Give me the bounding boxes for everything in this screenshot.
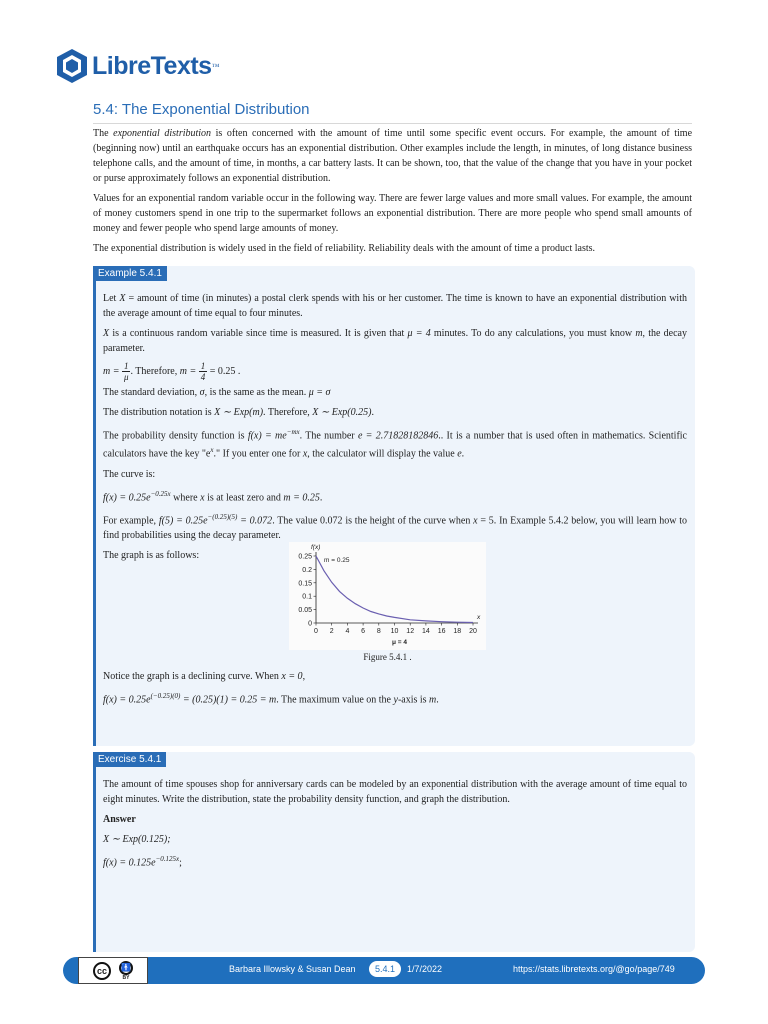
- text: .: [436, 694, 439, 706]
- x-tick-label: 10: [390, 628, 399, 635]
- logo-trademark: ™: [211, 61, 220, 71]
- math: X: [119, 293, 126, 304]
- math-exponent: x: [210, 446, 214, 455]
- exercise-label: Exercise 5.4.1: [93, 752, 166, 767]
- example-line: [103, 425, 687, 462]
- y-tick-label: 0.05: [298, 607, 312, 615]
- x-tick-label: 12: [406, 628, 415, 635]
- math: X: [103, 328, 110, 339]
- text: is a continuous random variable since time is measured. It is given that: [109, 328, 408, 339]
- by-icon: [119, 961, 133, 981]
- math: σ: [199, 387, 205, 398]
- y-tick-label: 0.1: [302, 593, 312, 601]
- example-label: Example 5.4.1: [93, 266, 167, 281]
- text: is often concerned with the amount of time until some specific event occurs. For example, the amount of time (beginning now) until an earthquake occurs has an exponential distribution. Other examples include the length, in minutes, of long distance business telephone calls, and the amount of time, in months, a car battery lasts. It can be shown, too, that the value of the change that you have in your pocket or purse approximately follows an exponential distribution.: [93, 128, 693, 184]
- page-footer: [63, 957, 705, 984]
- math: = 0.072: [237, 515, 273, 527]
- text: For example,: [103, 515, 159, 527]
- math: x: [200, 491, 205, 503]
- math: f(x) = 0.25e: [103, 491, 151, 503]
- math: m: [635, 328, 643, 339]
- by-label: BY: [122, 974, 130, 981]
- math: y: [393, 694, 398, 706]
- text: , the calculator will display the value: [307, 448, 458, 460]
- text: . Therefore,: [130, 365, 180, 377]
- math: = (0.25)(1) = 0.25 = m: [180, 694, 277, 706]
- text: ." If you enter one for: [213, 448, 303, 460]
- text: Let: [103, 293, 120, 304]
- math-exponent: −(0.25)(5): [207, 512, 238, 521]
- figure-caption: Figure 5.4.1 .: [363, 652, 412, 662]
- text: The distribution notation is: [103, 407, 215, 418]
- exponential-chart: [289, 542, 486, 650]
- math: μ = σ: [308, 387, 331, 398]
- text: , the decay parameter.: [103, 328, 687, 354]
- exercise-body: [103, 777, 687, 875]
- person-icon: 🚹: [119, 961, 133, 975]
- math: x: [473, 515, 478, 527]
- series-line: [316, 556, 473, 623]
- text: = 5. In Example 5.4.2 below, you will learn how to find probabilities using the decay parameter.: [103, 515, 688, 542]
- text: is at least zero and: [204, 491, 284, 503]
- math: x: [302, 448, 308, 460]
- text: , is the same as the mean.: [204, 387, 309, 398]
- example-line: [103, 385, 687, 400]
- math: f(x) = 0.125e: [103, 857, 156, 869]
- text: The standard deviation,: [103, 387, 200, 398]
- y-tick-label: 0: [308, 620, 312, 628]
- math: X ∼ Exp(0.25): [312, 407, 372, 418]
- example-line: [103, 510, 687, 543]
- text: . The number: [299, 430, 358, 442]
- intro-paragraph-1: [93, 126, 692, 186]
- example-line: [103, 291, 687, 321]
- footer-url[interactable]: https://stats.libretexts.org/@go/page/749: [513, 964, 675, 974]
- text: ,: [302, 671, 306, 682]
- below-axis-label: μ = 4: [392, 639, 407, 646]
- x-tick-label: 20: [469, 628, 477, 635]
- term-emphasis: exponential distribution: [113, 128, 212, 139]
- math: m = 0.25: [283, 491, 320, 503]
- exercise-paragraph: The amount of time spouses shop for anniversary cards can be modeled by an exponential distribution with the average amount of time equal to eight minutes. Write the distribution, state the probability density function, and graph the distribution.: [103, 779, 687, 805]
- numerator: 1: [200, 361, 206, 371]
- text: .. It is a number that is used often in mathematics. Scientific calculators have the key "e: [103, 430, 687, 460]
- page-number-badge: 5.4.1: [369, 961, 401, 977]
- chart-svg: [289, 542, 486, 650]
- math: m: [429, 694, 437, 706]
- intro-paragraph-3: The exponential distribution is widely used in the field of reliability. Reliability deals with the amount of time a product lasts.: [93, 243, 596, 254]
- example-line: [103, 405, 687, 420]
- x-tick-label: 2: [329, 628, 334, 635]
- text: where: [170, 491, 201, 503]
- example-line: The graph is as follows:: [103, 550, 200, 562]
- math: f(5) = 0.25e: [158, 515, 208, 527]
- math: f(x) = me: [247, 430, 287, 442]
- text: ;: [179, 857, 182, 869]
- intro-paragraph-2: Values for an exponential random variable occur in the following way. There are fewer large values and more small values. For example, the amount of money customers spend in one trip to the supermarket follows an exponential distribution. There are more people who spend small amounts of money and fewer people who spend large amounts of money.: [93, 193, 692, 234]
- cc-license-badge[interactable]: [78, 957, 148, 984]
- x-tick-label: 4: [345, 628, 350, 635]
- text: The probability density function is: [103, 430, 248, 442]
- example-line: [103, 689, 687, 707]
- answer-label[interactable]: Answer: [103, 814, 136, 825]
- cc-icon: cc: [93, 962, 111, 980]
- text: = amount of time (in minutes) a postal clerk spends with his or her customer. The time is known to have an exponential distribution with the average amount of time equal to four minutes.: [103, 293, 687, 319]
- x-tick-label: 8: [376, 628, 381, 635]
- x-axis-label: x: [477, 614, 481, 621]
- text: Notice the graph is a declining curve. When: [103, 671, 282, 682]
- footer-authors: Barbara Illowsky & Susan Dean: [229, 964, 356, 974]
- text: . The value 0.072 is the height of the curve when: [272, 515, 474, 527]
- fraction: [199, 361, 208, 382]
- answer-line: X ∼ Exp(0.125);: [103, 834, 171, 845]
- math: m =: [179, 365, 197, 377]
- y-tick-label: 0.25: [298, 553, 312, 561]
- text: The: [93, 128, 114, 139]
- intro-text: [93, 126, 692, 261]
- x-tick-label: 6: [361, 628, 366, 635]
- example-line: [103, 669, 687, 684]
- text: -axis is: [397, 694, 430, 706]
- example-body-continued: [103, 669, 687, 712]
- text: . The maximum value on the: [276, 694, 394, 706]
- y-tick-label: 0.2: [302, 566, 312, 574]
- math: m =: [103, 365, 120, 377]
- x-tick-label: 16: [437, 628, 446, 635]
- math: f(x) = 0.25e: [103, 694, 151, 706]
- math-exponent: −0.25x: [150, 489, 171, 498]
- math: e: [457, 448, 462, 460]
- page-title: 5.4: The Exponential Distribution: [93, 101, 310, 118]
- example-line: [103, 487, 687, 505]
- logo-text: LibreTexts: [92, 51, 212, 80]
- example-line: [103, 326, 687, 356]
- math-exponent: −mx: [286, 428, 300, 436]
- math-exponent: −0.125x: [155, 855, 180, 863]
- numerator: 1: [123, 361, 129, 371]
- libretexts-logo[interactable]: [56, 48, 219, 84]
- y-axis-label: f(x): [311, 544, 321, 551]
- math: = 0.25 .: [209, 365, 241, 377]
- text: minutes. To do any calculations, you must know: [430, 328, 636, 339]
- example-line: [103, 361, 687, 382]
- y-tick-label: 0.15: [298, 580, 312, 588]
- libretexts-hex-icon: [56, 48, 88, 84]
- denominator: μ: [123, 372, 129, 382]
- math: μ = 4: [407, 328, 431, 339]
- footer-date: 1/7/2022: [407, 964, 443, 974]
- exercise-box: [93, 752, 695, 952]
- example-line: The curve is:: [103, 468, 156, 480]
- math: e = 2.71828182846: [357, 430, 439, 442]
- chart-annotation: m = 0.25: [324, 557, 350, 564]
- math: x = 0: [281, 671, 303, 682]
- x-tick-label: 14: [422, 628, 430, 635]
- text: .: [461, 448, 465, 460]
- x-tick-label: 0: [314, 628, 318, 635]
- title-divider: [93, 123, 692, 124]
- math-exponent: (−0.25)(0): [150, 692, 181, 700]
- denominator: 4: [200, 372, 206, 382]
- math: X ∼ Exp(m): [214, 407, 264, 418]
- example-box: [93, 266, 695, 746]
- example-body: [103, 291, 687, 568]
- text: . Therefore,: [263, 407, 313, 418]
- x-tick-label: 18: [453, 628, 462, 635]
- text: .: [319, 491, 323, 503]
- answer-line: [103, 852, 687, 870]
- text: .: [371, 407, 374, 418]
